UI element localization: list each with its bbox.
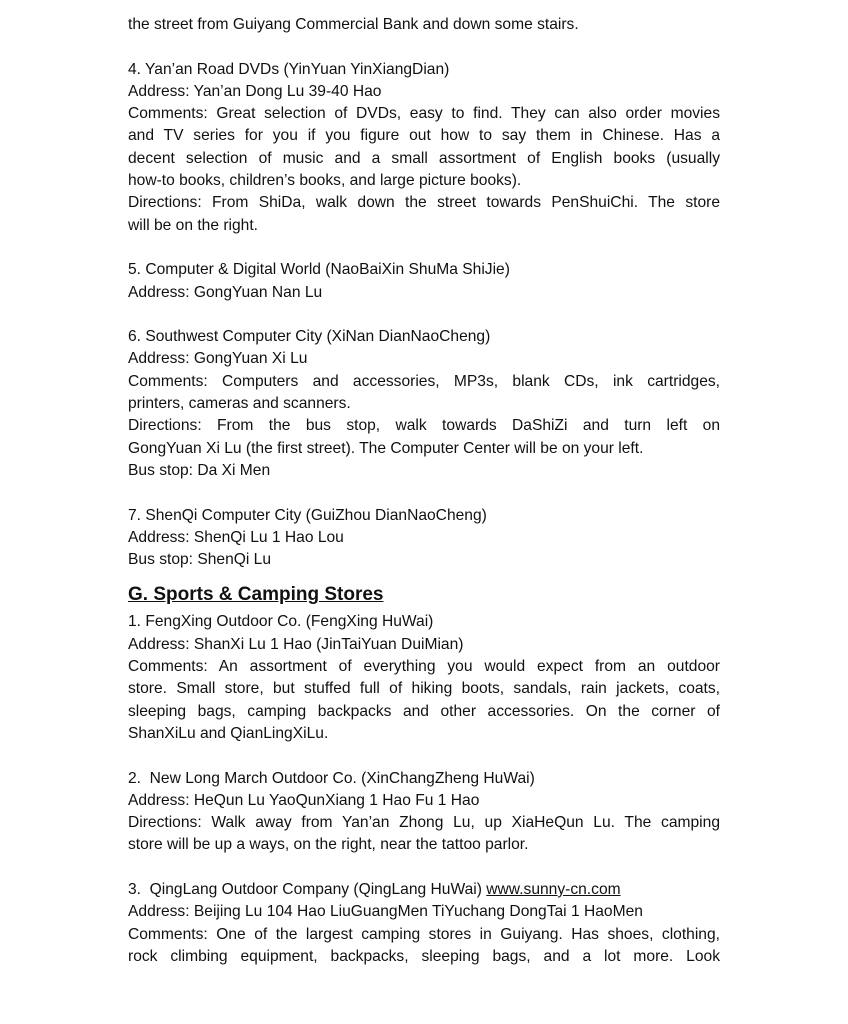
continuation-text: the street from Guiyang Commercial Bank and down some stairs. — [128, 16, 579, 33]
store-comments-line: decent selection of music and a small assortment of English books (usually — [128, 149, 720, 167]
spacer — [128, 745, 720, 767]
store-entry-fengxing-outdoor — [128, 611, 720, 745]
store-title: 7. ShenQi Computer City (GuiZhou DianNaoCheng) — [128, 506, 487, 524]
store-comments-line: store. Small store, but stuffed full of hiking boots, sandals, rain jackets, coats, — [128, 680, 720, 698]
store-title: 5. Computer & Digital World (NaoBaiXin ShuMa ShiJie) — [128, 261, 510, 279]
store-title-row — [128, 879, 720, 901]
store-directions-line: will be on the right. — [128, 216, 259, 234]
store-website-link[interactable]: www.sunny-cn.com — [486, 880, 621, 898]
store-address: Address: ShenQi Lu 1 Hao Lou — [128, 528, 344, 546]
store-title: 4. Yan’an Road DVDs (YinYuan YinXiangDian) — [128, 60, 450, 78]
store-address: Address: Beijing Lu 104 Hao LiuGuangMen TiYuchang DongTai 1 HaoMen — [128, 903, 643, 921]
spacer — [128, 857, 720, 879]
store-address: Address: ShanXi Lu 1 Hao (JinTaiYuan DuiMian) — [128, 635, 464, 653]
store-comments-line: rock climbing equipment, backpacks, sleeping bags, and a lot more. Look — [128, 947, 720, 965]
store-directions-line: Directions: Walk away from Yan’an Zhong Lu, up XiaHeQun Lu. The camping — [128, 814, 720, 832]
store-comments-line: Comments: An assortment of everything you would expect from an outdoor — [128, 658, 720, 676]
store-directions-line: Directions: From the bus stop, walk towards DaShiZi and turn left on — [128, 417, 720, 435]
store-title: 2. New Long March Outdoor Co. (XinChangZheng HuWai) — [128, 769, 535, 787]
store-title: 6. Southwest Computer City (XiNan DianNaoCheng) — [128, 328, 491, 346]
store-bus-stop: Bus stop: ShenQi Lu — [128, 551, 272, 569]
spacer — [128, 237, 720, 259]
store-entry-southwest-computer-city — [128, 326, 720, 482]
store-address: Address: HeQun Lu YaoQunXiang 1 Hao Fu 1 Hao — [128, 791, 480, 809]
spacer — [128, 304, 720, 326]
store-bus-stop: Bus stop: Da Xi Men — [128, 461, 271, 479]
store-comments-line: Comments: Great selection of DVDs, easy to find. They can also order movies — [128, 105, 720, 123]
store-comments-line: and TV series for you if you figure out how to say them in Chinese. Has a — [128, 127, 720, 145]
store-entry-shenqi-computer-city — [128, 505, 720, 572]
store-entry-computer-digital-world — [128, 259, 720, 304]
section-heading-sports-camping: G. Sports & Camping Stores — [128, 584, 384, 606]
store-directions-line: Directions: From ShiDa, walk down the street towards PenShuiChi. The store — [128, 194, 720, 212]
store-title: 1. FengXing Outdoor Co. (FengXing HuWai) — [128, 613, 434, 631]
store-comments-line: printers, cameras and scanners. — [128, 395, 351, 413]
store-comments-line: how-to books, children’s books, and large picture books). — [128, 172, 522, 190]
store-entry-yanan-dvds — [128, 59, 720, 237]
store-comments-line: Comments: Computers and accessories, MP3s, blank CDs, ink cartridges, — [128, 372, 720, 390]
store-address: Address: Yan’an Dong Lu 39-40 Hao — [128, 82, 382, 100]
store-directions-line: GongYuan Xi Lu (the first street). The Computer Center will be on your left. — [128, 439, 644, 457]
store-entry-qinglang-outdoor — [128, 879, 720, 968]
spacer — [128, 482, 720, 504]
spacer — [128, 36, 720, 58]
store-comments-line: Comments: One of the largest camping stores in Guiyang. Has shoes, clothing, — [128, 925, 720, 943]
store-entry-new-long-march — [128, 768, 720, 857]
store-directions-line: store will be up a ways, on the right, near the tattoo parlor. — [128, 836, 529, 854]
store-address: Address: GongYuan Nan Lu — [128, 283, 323, 301]
document-page — [128, 14, 720, 968]
store-address: Address: GongYuan Xi Lu — [128, 350, 308, 368]
store-comments-line: ShanXiLu and QianLingXiLu. — [128, 724, 329, 742]
store-title: 3. QingLang Outdoor Company (QingLang HuWai) — [128, 880, 482, 898]
store-comments-line: sleeping bags, camping backpacks and other accessories. On the corner of — [128, 702, 720, 720]
